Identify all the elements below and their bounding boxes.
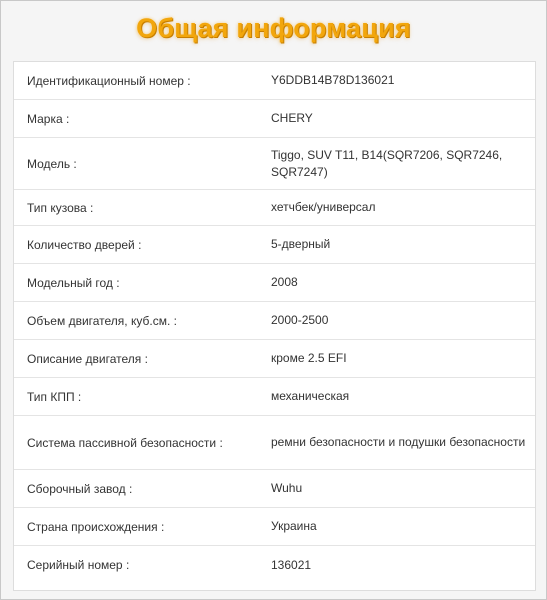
row-label: Страна происхождения : [27,519,165,534]
table-row-make [14,100,535,138]
info-table [13,61,536,591]
row-label: Модельный год : [27,275,120,290]
row-label: Описание двигателя : [27,351,148,366]
row-label: Тип КПП : [27,389,82,404]
row-value: Wuhu [271,481,303,495]
row-label: Серийный номер : [27,558,130,572]
table-row-body-type [14,190,535,226]
table-row-model [14,138,535,190]
row-value: механическая [271,389,350,403]
row-value: Украина [271,519,317,533]
row-label: Марка : [27,111,70,126]
row-value: Tiggo, SUV T11, B14(SQR7206, SQR7246, SQR7247) [271,147,503,179]
table-row-vin [14,62,535,100]
row-value: кроме 2.5 EFI [271,351,347,365]
table-row-country [14,508,535,546]
row-label: Количество дверей : [27,237,142,252]
row-value: CHERY [271,111,313,125]
row-label: Модель : [27,156,77,171]
table-row-engine-description [14,340,535,378]
table-row-transmission [14,378,535,416]
row-value: хетчбек/универсал [271,200,376,214]
table-row-assembly-plant [14,470,535,508]
table-row-doors [14,226,535,264]
row-label: Объем двигателя, куб.см. : [27,313,177,328]
row-label: Тип кузова : [27,200,94,215]
page-title: Общая информация [136,13,411,43]
row-label: Сборочный завод : [27,481,133,496]
row-label: Идентификационный номер : [27,73,191,88]
row-value: 2008 [271,275,298,289]
row-value: Y6DDB14B78D136021 [271,73,395,87]
table-row-engine-volume [14,302,535,340]
table-row-model-year [14,264,535,302]
table-row-passive-safety [14,416,535,470]
row-label: Система пассивной безопасности : [27,435,223,450]
row-value: 136021 [271,557,312,572]
row-value: 5-дверный [271,237,331,251]
row-value: 2000-2500 [271,313,329,327]
row-value: ремни безопасности и подушки безопасности [271,435,526,449]
table-row-serial [14,546,535,584]
